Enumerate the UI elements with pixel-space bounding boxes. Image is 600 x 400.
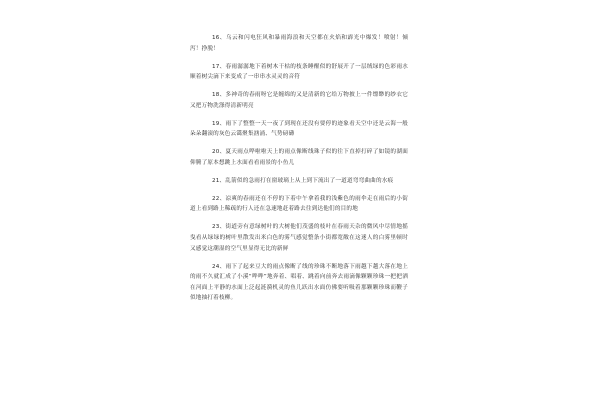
paragraph-18: 18、多神奇的春雨呀它是缠绵的又是清新的它给万物披上一件缥缈的纱衣它又把万物洗涤得清新明亮 [190,92,408,109]
article-body [190,33,408,311]
paragraph-21: 21、乱箭似的急雨打在窗玻璃上从上到下流出了一道道弯弯曲曲的水痕 [212,177,394,184]
paragraph-19: 19、雨下了整整一天一夜了到现在还没有要停的迹象看天空中还是云海一般朵朵翻滚的灰色云霭聚集汹涌、气势磅礴 [190,120,408,138]
paragraph-23: 23、街道旁有意绿树叶的大树他们茂盛的枝叶在春雨天杂的微风中尽情地摇曳看从绿绿的树叶里散发出米白色的雾气感觉整条小街都宽敞在这迷人的白雾里顿时又感觉这潮湿的空气里显得无比的新鲜 [190,224,408,252]
paragraph-17: 17、春雨潺潺地下着树木干枯的枝条睡醒似的舒展开了一层绒绿的色彩雨水顺着树尖滴下来变成了一串串水灵灵的音符 [190,63,408,81]
paragraph-16: 16、乌云和闪电狂风和暴雨海浪和天空都在火焰和霹光中爆发！喷射！倾泻！挣脱！ [190,35,408,52]
paragraph-22: 22、凉爽的春雨还在不停的下着中午拿着我的浅紫色的雨伞走在雨后的小街道上看到路上稀疏的行人还在急速地赶着路去往到达他们的目的地 [190,195,408,213]
paragraph-20: 20、夏天雨点哗啦啦天上的雨点像断线珠子似的往下直掉打碎了如镜的湖面仰腾了原本想跳上水面看看雨景的小鱼儿 [190,149,408,166]
paragraph-24: 24、雨下了起来豆大的雨点像断了线的珍珠不断地落下雨越下越大落在地上的雨不久就汇成了小溪“哗哗”地奔着、唱着、跳着向前奔去雨滴像颗颗珍珠一把把洒在河面上平静的水面上泛起涟漪机灵的鱼儿跃出水面仿佛要听吸着那颗颗珍珠而鞭子似地抽打着枝柳。 [190,263,408,302]
